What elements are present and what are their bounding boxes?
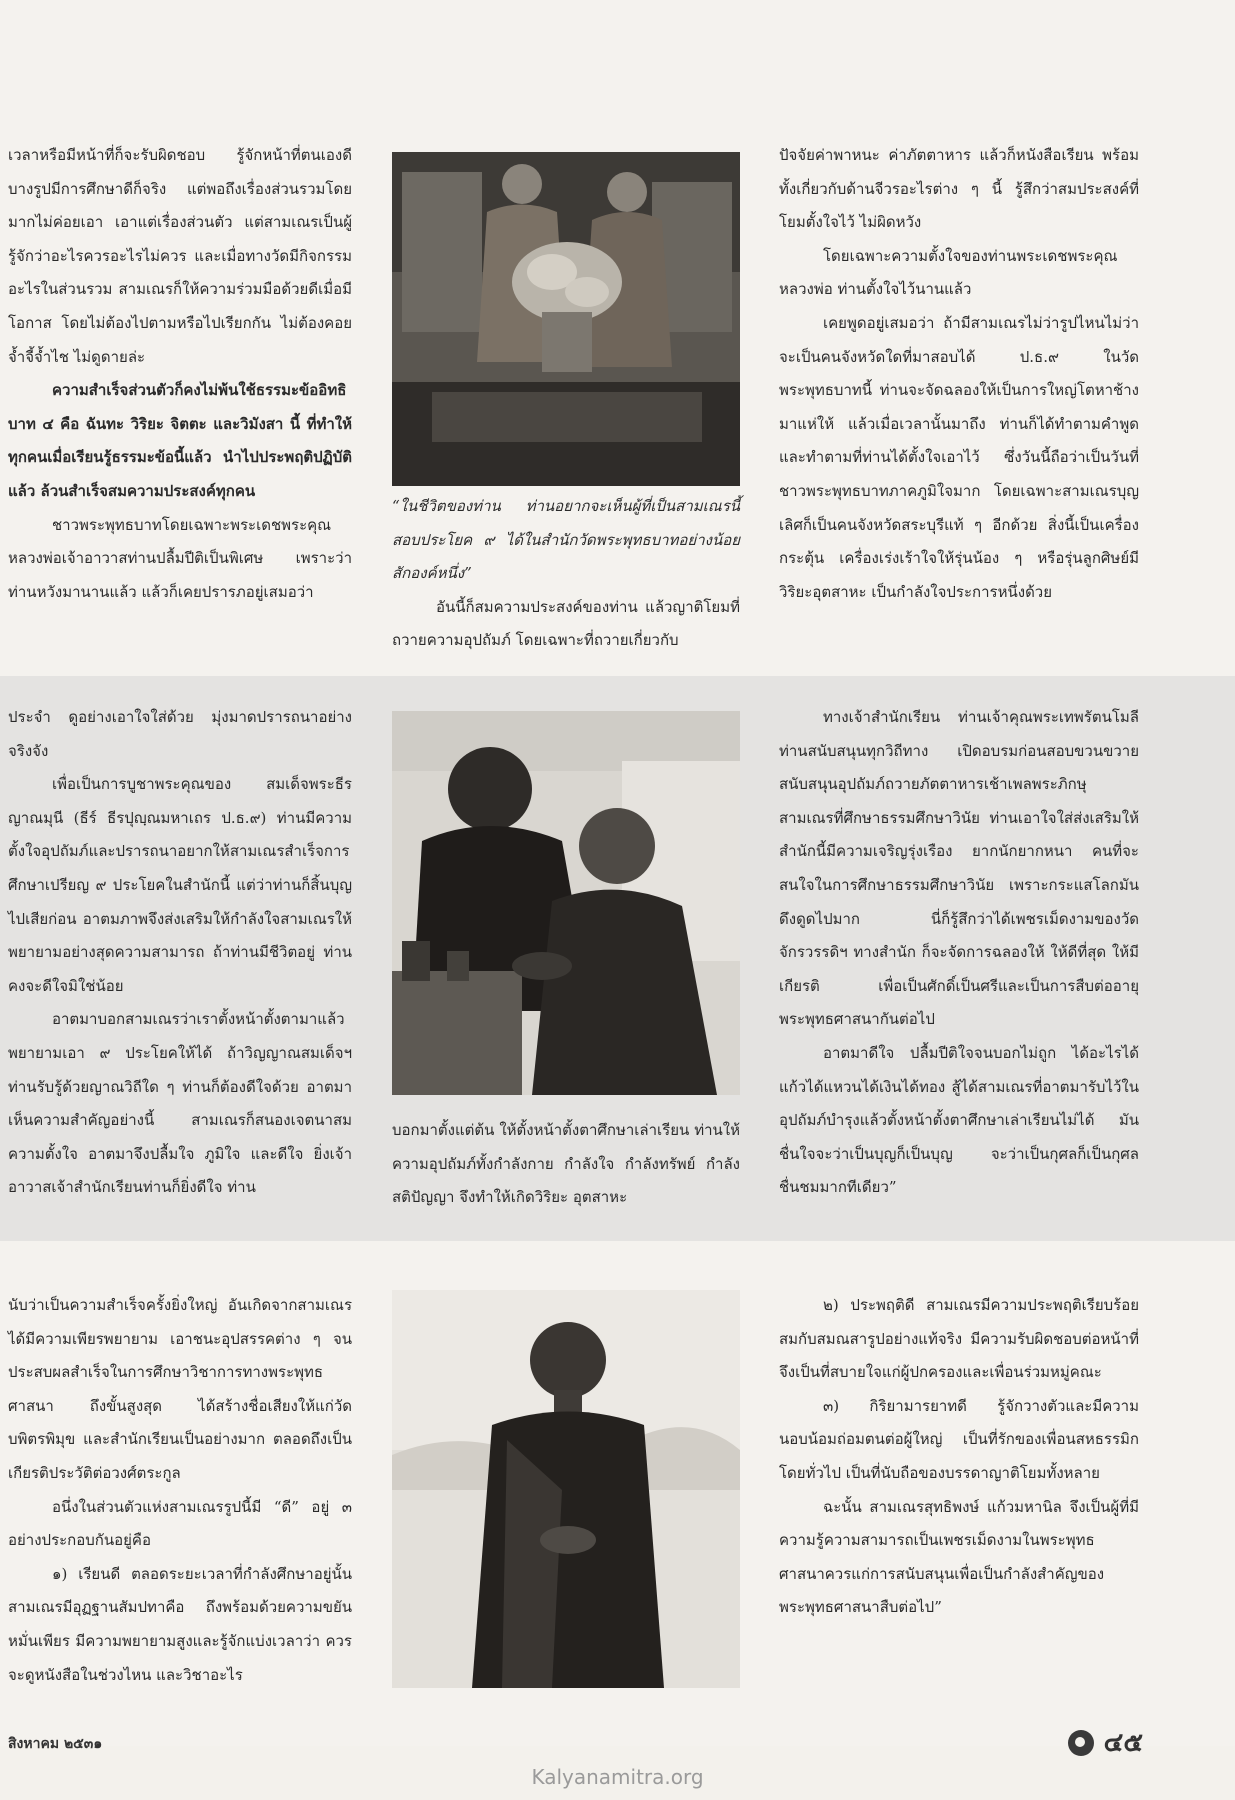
paragraph: อาตมาบอกสามเณรว่าเราตั้งหน้าตั้งตามาแล้ว พยายามเอา ๙ ประโยคให้ได้ ถ้าวิญญาณสมเด็จฯ ท่านรับรู้ด้วยญาณวิถีใด ๆ ท่านก็ต้องดีใจด้วย อาตมาเห็นความสำคัญอย่างนี้ สามเณรก็สนองเจตนาสมความตั้งใจ อาตมาจึงปลื้มใจ ภูมิใจ และดีใจ ยิ่งเจ้าอาวาสเจ้าสำนักเรียนท่านก็ยิ่งดีใจ ท่าน: [8, 1010, 352, 1197]
paragraph: นับว่าเป็นความสำเร็จครั้งยิ่งใหญ่ อันเกิดจากสามเณรได้มีความเพียรพยายาม เอาชนะอุปสรรคต่าง ๆ จนประสบผลสำเร็จในการศึกษาวิชาการทางพระพุทธศาสนา ถึงขั้นสูงสุด ได้สร้างชื่อเสียงให้แก่วัดบพิตรพิมุข และสำนักเรียนเป็นอย่างมาก ตลอดถึงเป็นเกียรติประวัติต่อวงศ์ตระกูล: [8, 1296, 352, 1482]
paragraph: ฉะนั้น สามเณรสุทธิพงษ์ แก้วมหานิล จึงเป็นผู้ที่มีความรู้ความสามารถเป็นเพชรเม็ดงามในพระพุทธศาสนาควรแก่การสนับสนุนเพื่อเป็นกำลังสำคัญของพระพุทธศาสนาสืบต่อไป”: [779, 1497, 1139, 1617]
paragraph: ๒) ประพฤติดี สามเณรมีความประพฤติเรียบร้อยสมกับสมณสารูปอย่างแท้จริง มีความรับผิดชอบต่อหน้าที่ จึงเป็นที่สบายใจแก่ผู้ปกครองและเพื่อนร่วมหมู่คณะ: [779, 1296, 1139, 1382]
magazine-logo-icon: [1068, 1730, 1094, 1756]
paragraph: อันนี้ก็สมความประสงค์ของท่าน แล้วญาติโยมที่ถวายความอุปถัมภ์ โดยเฉพาะที่ถวายเกี่ยวกับ: [392, 597, 740, 650]
section3-left-column: [8, 1289, 352, 1692]
paragraph: อาตมาดีใจ ปลื้มปีติใจจนบอกไม่ถูก ได้อะไรได้แก้วได้แหวนได้เงินได้ทอง สู้ได้สามเณรที่อาตมารับไว้ในอุปถัมภ์บำรุงแล้วตั้งหน้าตั้งตาศึกษาเล่าเรียนไม่ได้ มันชื่นใจจะว่าเป็นบุญก็เป็นบุญ จะว่าเป็นกุศลก็เป็นกุศล ชื่นชมมากทีเดียว”: [779, 1043, 1139, 1197]
photo-elder-monk-and-novice: [392, 711, 740, 1095]
paragraph: ๑) เรียนดี ตลอดระยะเวลาที่กำลังศึกษาอยู่นั้น สามเณรมีอุฏฐานสัมปทาคือ ถึงพร้อมด้วยความขยันหมั่นเพียร มีความพยายามสูงและรู้จักแบ่งเวลาว่า ควรจะดูหนังสือในช่วงไหน และวิชาอะไร: [8, 1564, 352, 1684]
paragraph: ๓) กิริยามารยาทดี รู้จักวางตัวและมีความนอบน้อมถ่อมตนต่อผู้ใหญ่ เป็นที่รักของเพื่อนสหธรรมิกโดยทั่วไป เป็นที่นับถือของบรรดาญาติโยมทั้งหลาย: [779, 1396, 1139, 1482]
section1-right-column: [779, 139, 1139, 609]
paragraph: เวลาหรือมีหน้าที่ก็จะรับผิดชอบ รู้จักหน้าที่ตนเองดี บางรูปมีการศึกษาดีก็จริง แต่พอถึงเรื่องส่วนรวมโดยมากไม่ค่อยเอา เอาแต่เรื่องส่วนตัว แต่สามเณรเป็นผู้รู้จักว่าอะไรควรอะไรไม่ควร และเมื่อทางวัดมีกิจกรรมอะไรในส่วนรวม สามเณรก็ให้ความร่วมมือด้วยดีเมื่อมีโอกาส โดยไม่ต้องไปตามหรือไปเรียกกัน ไม่ต้องคอยจ้ำจี้จ้ำไช ไม่ดูดายล่ะ: [8, 146, 352, 366]
section1-left-column: [8, 139, 352, 609]
paragraph: “ในชีวิตของท่าน ท่านอยากจะเห็นผู้ที่เป็นสามเณรนี้สอบประโยค ๙ ได้ในสำนักวัดพระพุทธบาทอย่างน้อยสักองค์หนึ่ง”: [392, 497, 740, 583]
paragraph: เพื่อเป็นการบูชาพระคุณของ สมเด็จพระธีรญาณมุนี (ธีร์ ธีรปุญฺณมหาเถร ป.ธ.๙) ท่านมีความตั้งใจอุปถัมภ์และปรารถนาอยากให้สามเณรสำเร็จการศึกษาเปรียญ ๙ ประโยคในสำนักนี้ แต่ว่าท่านก็สิ้นบุญไปเสียก่อน อาตมภาพจึงส่งเสริมให้กำลังใจสามเณรให้พยายามอย่างสุดความสามารถ ถ้าท่านมีชีวิตอยู่ ท่านคงจะดีใจมิใช่น้อย: [8, 775, 352, 995]
photo-novice-standing: [392, 1290, 740, 1688]
paragraph: ชาวพระพุทธบาทโดยเฉพาะพระเดชพระคุณหลวงพ่อเจ้าอาวาสท่านปลื้มปีติเป็นพิเศษ เพราะว่าท่านหวังมานานแล้ว แล้วก็เคยปรารภอยู่เสมอว่า: [8, 515, 352, 601]
page-number: ๔๕: [1103, 1728, 1143, 1758]
photo-two-monks-seated: [392, 152, 740, 486]
section2-right-column: [779, 701, 1139, 1205]
section2-left-column: [8, 701, 352, 1205]
paragraph: โดยเฉพาะความตั้งใจของท่านพระเดชพระคุณหลวงพ่อ ท่านตั้งใจไว้นานแล้ว: [779, 246, 1118, 299]
page-number-block: [1068, 1722, 1143, 1763]
section1-middle-column: [392, 490, 740, 658]
section3-right-column: [779, 1289, 1139, 1625]
section2-middle-column: [392, 1114, 740, 1215]
paragraph: ปัจจัยค่าพาหนะ ค่าภัตตาหาร แล้วก็หนังสือเรียน พร้อมทั้งเกี่ยวกับด้านจีวรอะไรต่าง ๆ นี้ รู้สึกว่าสมประสงค์ที่โยมตั้งใจไว้ ไม่ผิดหวัง: [779, 146, 1139, 232]
paragraph: ประจำ ดูอย่างเอาใจใส่ด้วย มุ่งมาดปรารถนาอย่างจริงจัง: [8, 708, 352, 760]
paragraph: บอกมาตั้งแต่ต้น ให้ตั้งหน้าตั้งตาศึกษาเล่าเรียน ท่านให้ความอุปถัมภ์ทั้งกำลังกาย กำลังใจ กำลังทรัพย์ กำลังสติปัญญา จึงทำให้เกิดวิริยะ อุตสาหะ: [392, 1121, 740, 1207]
paragraph: ทางเจ้าสำนักเรียน ท่านเจ้าคุณพระเทพรัตนโมลี ท่านสนับสนุนทุกวิถีทาง เปิดอบรมก่อนสอบขวนขวาย สนับสนุนอุปถัมภ์ถวายภัตตาหารเช้าเพลพระภิกษุสามเณรที่ศึกษาธรรมศึกษาวินัย ท่านเอาใจใส่ส่งเสริมให้สำนักนี้มีความเจริญรุ่งเรือง ยากนักยากหนา คนที่จะสนใจในการศึกษาธรรมศึกษาวินัย เพราะกระแสโลกมันดึงดูดไปมาก นี่ก็รู้สึกว่าได้เพชรเม็ดงามของวัดจักรวรรดิฯ ทางสำนัก ก็จะจัดการฉลองให้ ให้ดีที่สุด ให้มีเกียรติ เพื่อเป็นศักดิ์เป็นศรีและเป็นการสืบต่ออายุพระพุทธศาสนากันต่อไป: [779, 708, 1139, 1029]
paragraph: ความสำเร็จส่วนตัวก็คงไม่พ้นใช้ธรรมะข้ออิทธิบาท ๔ คือ ฉันทะ วิริยะ จิตตะ และวิมังสา นี้ ที่ทำให้ทุกคนเมื่อเรียนรู้ธรรมะข้อนี้แล้ว นำไปประพฤติปฏิบัติแล้ว ล้วนสำเร็จสมความประสงค์ทุกคน: [8, 381, 352, 500]
paragraph: อนึ่งในส่วนตัวแห่งสามเณรรูปนี้มี “ดี” อยู่ ๓ อย่างประกอบกันอยู่คือ: [8, 1497, 352, 1550]
paragraph: เคยพูดอยู่เสมอว่า ถ้ามีสามเณรไม่ว่ารูปไหนไม่ว่าจะเป็นคนจังหวัดใดที่มาสอบได้ ป.ธ.๙ ในวัดพระพุทธบาทนี้ ท่านจะจัดฉลองให้เป็นการใหญ่โตหาช้างมาแห่ให้ แล้วเมื่อเวลานั้นมาถึง ท่านก็ได้ทำตามคำพูด และทำตามที่ท่านได้ตั้งใจเอาไว้ ซึ่งวันนี้ถือว่าเป็นวันที่ชาวพระพุทธบาทภาคภูมิใจมาก โดยเฉพาะสามเณรบุญเลิศก็เป็นคนจังหวัดสระบุรีแท้ ๆ อีกด้วย สิ่งนี้เป็นเครื่องกระตุ้น เครื่องเร่งเร้าใจให้รุ่นน้อง ๆ หรือรุ่นลูกศิษย์มีวิริยะอุตสาหะ เป็นกำลังใจประการหนึ่งด้วย: [779, 313, 1139, 601]
issue-date: สิงหาคม ๒๕๓๑: [8, 1736, 103, 1752]
watermark: Kalyanamitra.org: [531, 1765, 704, 1789]
